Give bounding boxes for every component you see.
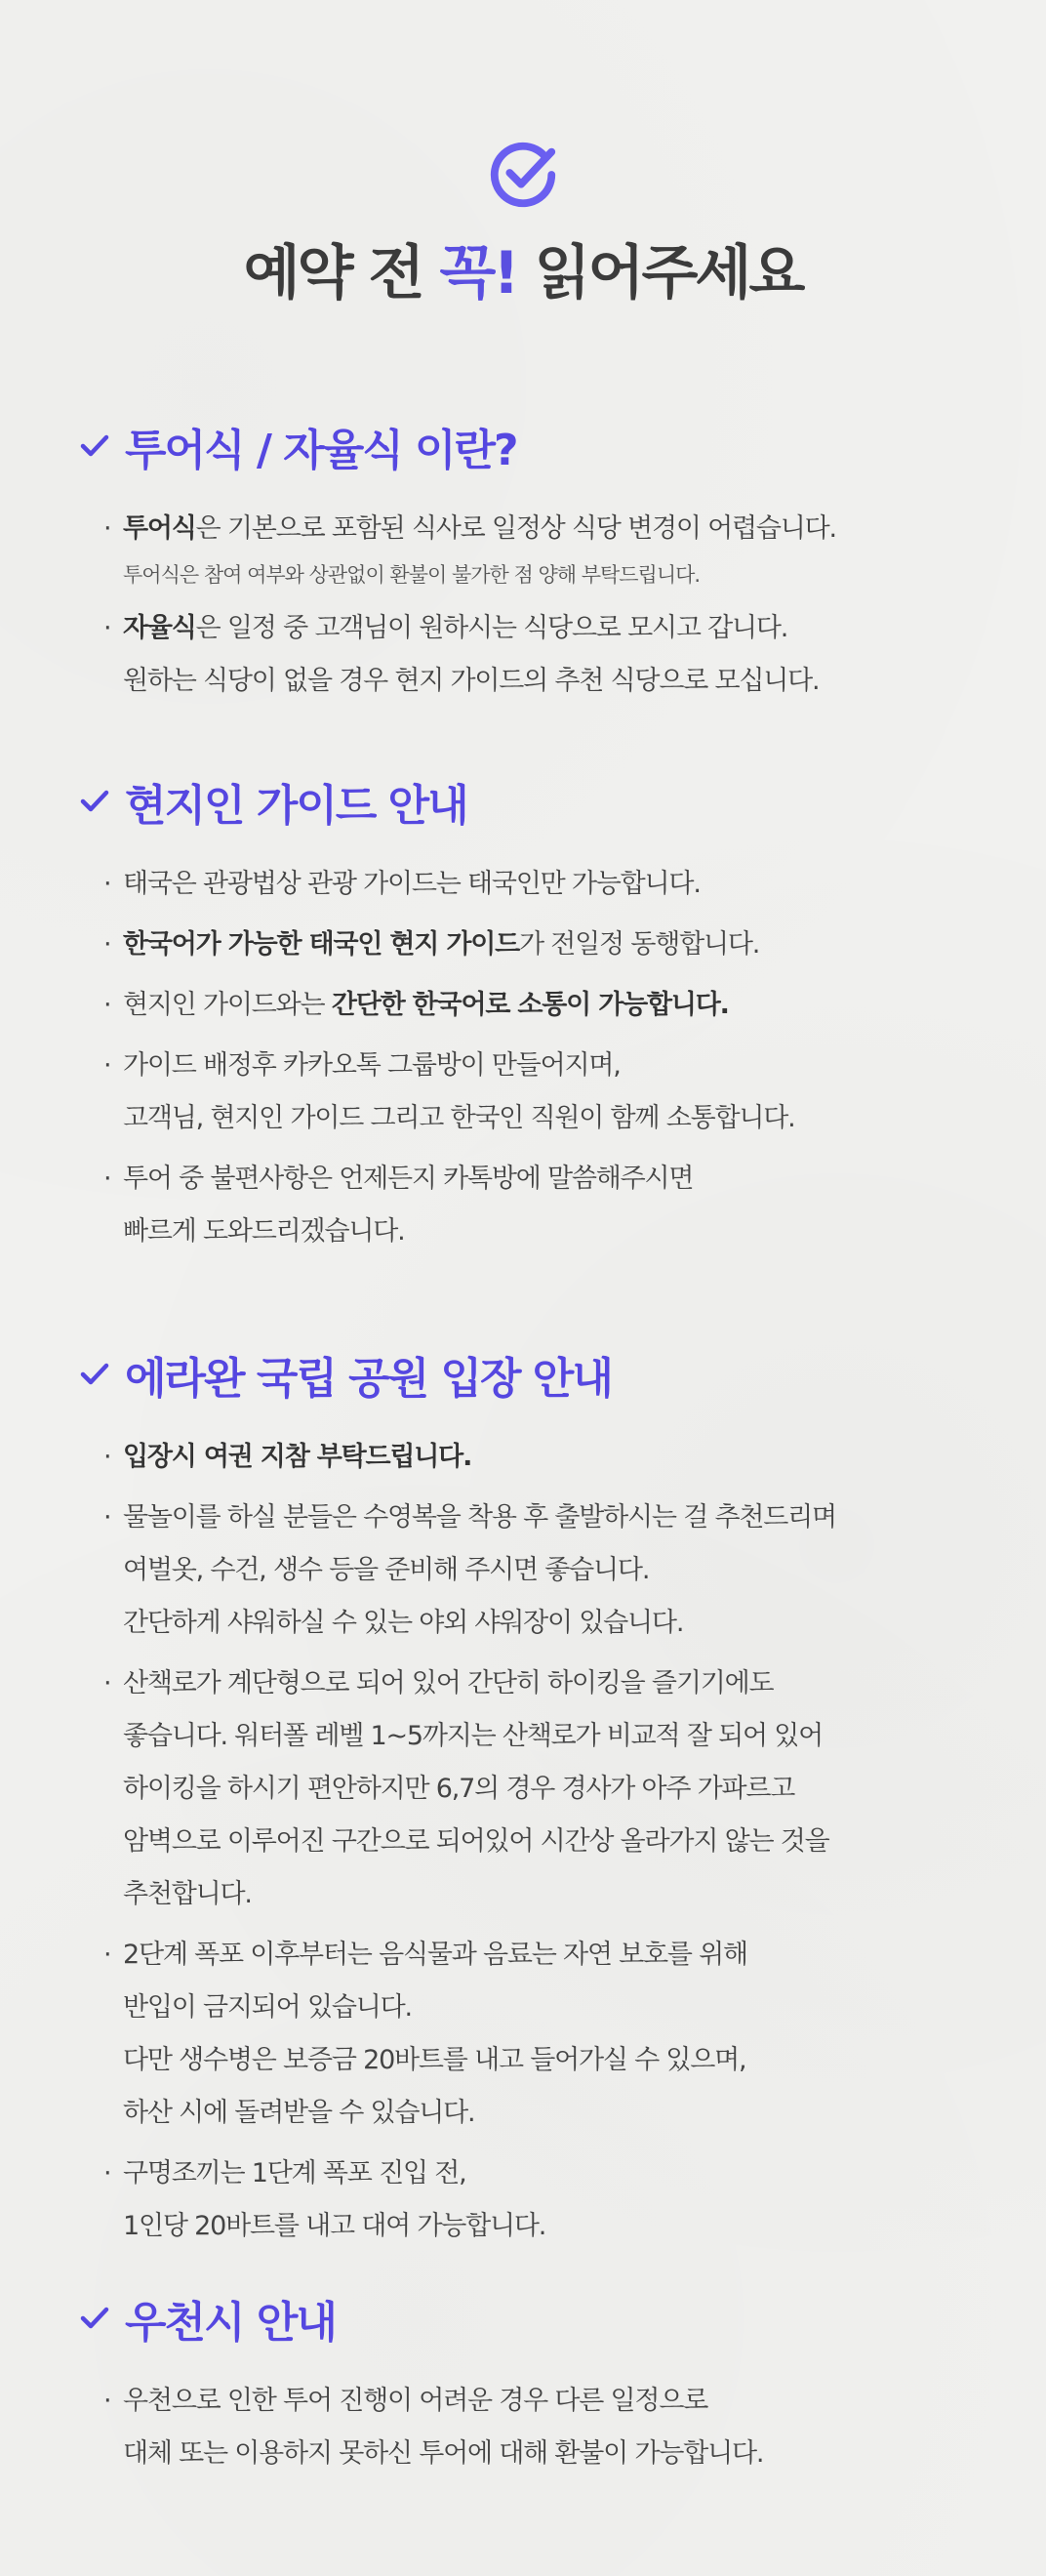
- section-title: 우천시 안내: [125, 2298, 336, 2348]
- checkmark-icon: [78, 2302, 111, 2335]
- item-line: [123, 602, 995, 655]
- list-item: [78, 602, 995, 708]
- bullet-list: [78, 858, 995, 1258]
- item-line: [123, 1868, 995, 1921]
- item-line: [123, 555, 995, 594]
- bullet-dot: ·: [103, 990, 112, 1020]
- item-line: [123, 503, 995, 555]
- line-text: 대체 또는 이용하지 못하신 투어에 대해 환불이 가능합니다.: [123, 2438, 764, 2469]
- item-line: [123, 2087, 995, 2140]
- section-header: [78, 1345, 995, 1404]
- list-item: [78, 1657, 995, 1921]
- section-title: 현지인 가이드 안내: [125, 781, 467, 831]
- item-line: [123, 1492, 995, 1544]
- line-text: 태국은 관광법상 관광 가이드는 태국인만 가능합니다.: [123, 869, 701, 899]
- item-line: [123, 979, 995, 1032]
- list-item: [78, 1492, 995, 1650]
- title-accent: 꼭!: [439, 239, 517, 307]
- bullet-list: [78, 503, 995, 708]
- checkmark-icon: [78, 1358, 111, 1391]
- item-line: [123, 1929, 995, 1982]
- bullet-dot: ·: [103, 929, 112, 960]
- list-item: [78, 1153, 995, 1258]
- item-line: [123, 2428, 995, 2480]
- bullet-dot: ·: [103, 2158, 112, 2188]
- section-title: 투어식 / 자율식 이란?: [125, 426, 517, 475]
- line-text: 구명조끼는 1단계 폭포 진입 전,: [123, 2158, 466, 2188]
- bullet-dot: ·: [103, 1668, 112, 1698]
- emphasis-text: 자율식: [123, 613, 196, 643]
- section-header: [78, 772, 995, 831]
- title-before: 예약 전: [243, 239, 440, 307]
- item-line: [123, 1431, 995, 1484]
- item-line: [123, 1040, 995, 1092]
- line-text: 우천으로 인한 투어 진행이 어려운 경우 다른 일정으로: [123, 2386, 708, 2416]
- list-item: [78, 1929, 995, 2140]
- section-rain-policy: [78, 2289, 995, 2488]
- list-item: [78, 858, 995, 911]
- line-text: 좋습니다. 워터폴 레벨 1~5까지는 산책로가 비교적 잘 되어 있어: [123, 1721, 823, 1751]
- bullet-dot: ·: [103, 1442, 112, 1472]
- line-text: 반입이 금지되어 있습니다.: [123, 1992, 412, 2023]
- list-item: [78, 2375, 995, 2480]
- bullet-dot: ·: [103, 513, 112, 544]
- line-text: 원하는 식당이 없을 경우 현지 가이드의 추천 식당으로 모십니다.: [123, 666, 820, 696]
- section-header: [78, 417, 995, 475]
- line-text: 가이드 배정후 카카오톡 그룹방이 만들어지며,: [123, 1050, 621, 1081]
- bullet-dot: ·: [103, 1940, 112, 1970]
- item-line: [123, 1657, 995, 1710]
- item-line: [123, 1763, 995, 1816]
- item-line: [123, 1982, 995, 2034]
- line-text: 하이킹을 하시기 편안하지만 6,7의 경우 경사가 아주 가파르고: [123, 1774, 795, 1804]
- section-title: 에라완 국립 공원 입장 안내: [125, 1354, 612, 1404]
- bullet-dot: ·: [103, 613, 112, 643]
- item-line: [123, 1816, 995, 1868]
- line-text: 암벽으로 이루어진 구간으로 되어있어 시간상 올라가지 않는 것을: [123, 1826, 829, 1857]
- item-line: [123, 655, 995, 708]
- bullet-dot: ·: [103, 869, 112, 899]
- line-text: 물놀이를 하실 분들은 수영복을 착용 후 출발하시는 걸 추천드리며: [123, 1502, 836, 1533]
- list-item: [78, 979, 995, 1032]
- line-text: 고객님, 현지인 가이드 그리고 한국인 직원이 함께 소통합니다.: [123, 1103, 795, 1133]
- line-text: 여벌옷, 수건, 생수 등을 준비해 주시면 좋습니다.: [123, 1555, 650, 1585]
- list-item: [78, 1431, 995, 1484]
- item-line: [123, 858, 995, 911]
- item-line: [123, 919, 995, 971]
- line-text: 다만 생수병은 보증금 20바트를 내고 들어가실 수 있으며,: [123, 2045, 746, 2075]
- page-title: [0, 226, 1046, 310]
- item-line: [123, 2034, 995, 2087]
- section-erawan-park: [78, 1345, 995, 2261]
- item-line: [123, 2375, 995, 2428]
- bullet-dot: ·: [103, 2386, 112, 2416]
- line-text: 가 전일정 동행합니다.: [519, 929, 760, 960]
- item-line: [123, 1597, 995, 1650]
- item-line: [123, 1153, 995, 1206]
- checkmark-icon: [78, 785, 111, 818]
- list-item: [78, 503, 995, 594]
- emphasis-text: 간단한 한국어로 소통이 가능합니다.: [331, 990, 729, 1020]
- line-text: 추천합니다.: [123, 1879, 252, 1909]
- item-line: [123, 1206, 995, 1258]
- line-text: 현지인 가이드와는: [123, 990, 332, 1020]
- section-meal-info: [78, 417, 995, 716]
- list-item: [78, 2147, 995, 2253]
- line-text: 산책로가 계단형으로 되어 있어 간단히 하이킹을 즐기기에도: [123, 1668, 774, 1698]
- check-circle-icon: [485, 137, 561, 213]
- line-text: 간단하게 샤워하실 수 있는 야외 샤워장이 있습니다.: [123, 1608, 684, 1638]
- emphasis-text: 한국어가 가능한 태국인 현지 가이드: [123, 929, 520, 960]
- item-line: [123, 1092, 995, 1145]
- list-item: [78, 919, 995, 971]
- item-line: [123, 1544, 995, 1597]
- emphasis-text: 투어식: [123, 513, 196, 544]
- line-text: 은 기본으로 포함된 식사로 일정상 식당 변경이 어렵습니다.: [195, 513, 836, 544]
- bullet-dot: ·: [103, 1164, 112, 1194]
- checkmark-icon: [78, 429, 111, 463]
- item-line: [123, 2200, 995, 2253]
- list-item: [78, 1040, 995, 1145]
- emphasis-text: 입장시 여권 지참 부탁드립니다.: [123, 1442, 472, 1472]
- bullet-dot: ·: [103, 1050, 112, 1081]
- item-line: [123, 1710, 995, 1763]
- title-after: 읽어주세요: [516, 239, 803, 307]
- section-header: [78, 2289, 995, 2348]
- item-line: [123, 2147, 995, 2200]
- bullet-list: [78, 1431, 995, 2253]
- section-local-guide: [78, 772, 995, 1266]
- bullet-list: [78, 2375, 995, 2480]
- line-text: 투어식은 참여 여부와 상관없이 환불이 불가한 점 양해 부탁드립니다.: [123, 563, 701, 587]
- line-text: 투어 중 불편사항은 언제든지 카톡방에 말씀해주시면: [123, 1164, 694, 1194]
- bullet-dot: ·: [103, 1502, 112, 1533]
- header: [0, 137, 1046, 310]
- line-text: 2단계 폭포 이후부터는 음식물과 음료는 자연 보호를 위해: [123, 1940, 747, 1970]
- line-text: 빠르게 도와드리겠습니다.: [123, 1216, 405, 1247]
- line-text: 은 일정 중 고객님이 원하시는 식당으로 모시고 갑니다.: [195, 613, 788, 643]
- line-text: 하산 시에 돌려받을 수 있습니다.: [123, 2098, 475, 2128]
- line-text: 1인당 20바트를 내고 대여 가능합니다.: [123, 2211, 546, 2241]
